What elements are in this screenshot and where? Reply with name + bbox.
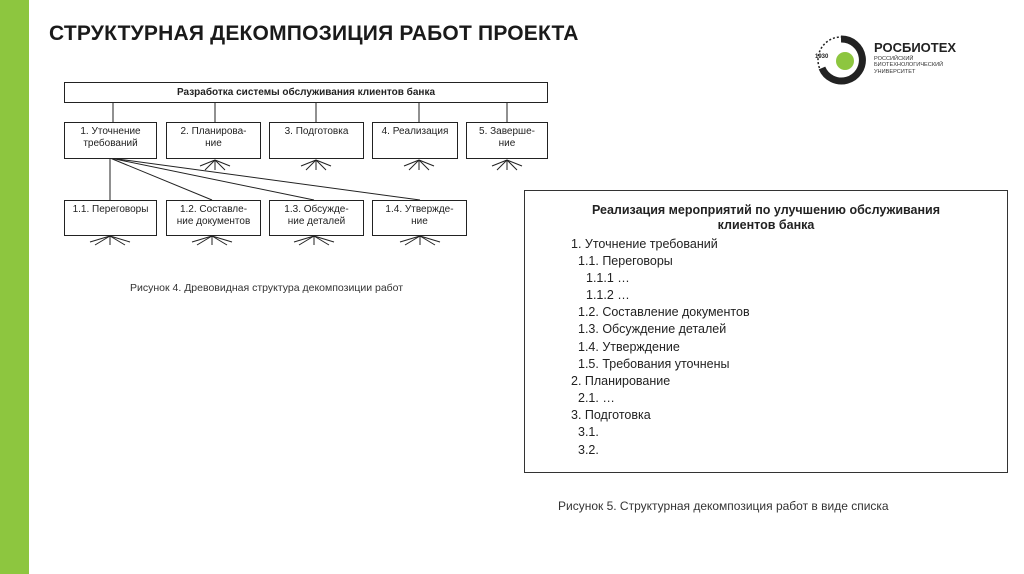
logo-subtitle: РОССИЙСКИЙ БИОТЕХНОЛОГИЧЕСКИЙ УНИВЕРСИТЕТ	[874, 56, 944, 75]
list-item: 1.1.2 …	[586, 288, 630, 302]
logo-year: 1930	[815, 54, 829, 60]
slide-title: СТРУКТУРНАЯ ДЕКОМПОЗИЦИЯ РАБОТ ПРОЕКТА	[49, 22, 579, 45]
tree-node-1-1: 1.1. Переговоры	[64, 200, 157, 236]
figure-4-caption: Рисунок 4. Древовидная структура декомпозиции работ	[130, 282, 404, 294]
list-item: 1.1. Переговоры	[578, 254, 673, 268]
list-item: 1.1.1 …	[586, 271, 630, 285]
tree-node-1-2: 1.2. Составле- ние документов	[166, 200, 261, 236]
list-item: 1.2. Составление документов	[578, 305, 750, 319]
fan-lines-level1	[200, 160, 522, 170]
logo-name: РОСБИОТЕХ	[874, 40, 957, 55]
fan-lines-level2	[90, 236, 440, 245]
wbs-list-box	[524, 190, 1008, 473]
tree-node-1: 1. Уточнение требований	[64, 122, 157, 159]
list-item: 2.1. …	[578, 391, 615, 405]
tree-root-box: Разработка системы обслуживания клиентов банка	[64, 82, 548, 103]
list-item: 3.2.	[578, 443, 599, 457]
list-item: 3.1.	[578, 425, 599, 439]
list-item: 1. Уточнение требований	[571, 237, 718, 251]
figure-5-caption: Рисунок 5. Структурная декомпозиция работ в виде списка	[558, 499, 889, 513]
wbs-list-title: Реализация мероприятий по улучшению обслуживания клиентов банка	[591, 203, 941, 232]
list-item: 2. Планирование	[571, 374, 671, 388]
tree-node-1-4: 1.4. Утвержде- ние	[372, 200, 467, 236]
list-item: 1.4. Утверждение	[578, 340, 680, 354]
list-item: 1.3. Обсуждение деталей	[578, 322, 727, 336]
tree-node-2: 2. Планирова- ние	[166, 122, 261, 159]
tree-node-1-3: 1.3. Обсужде- ние деталей	[269, 200, 364, 236]
tree-node-4: 4. Реализация	[372, 122, 458, 159]
list-item: 1.5. Требования уточнены	[578, 357, 730, 371]
list-item: 3. Подготовка	[571, 408, 651, 422]
tree-node-5: 5. Заверше- ние	[466, 122, 548, 159]
tree-node-3: 3. Подготовка	[269, 122, 364, 159]
